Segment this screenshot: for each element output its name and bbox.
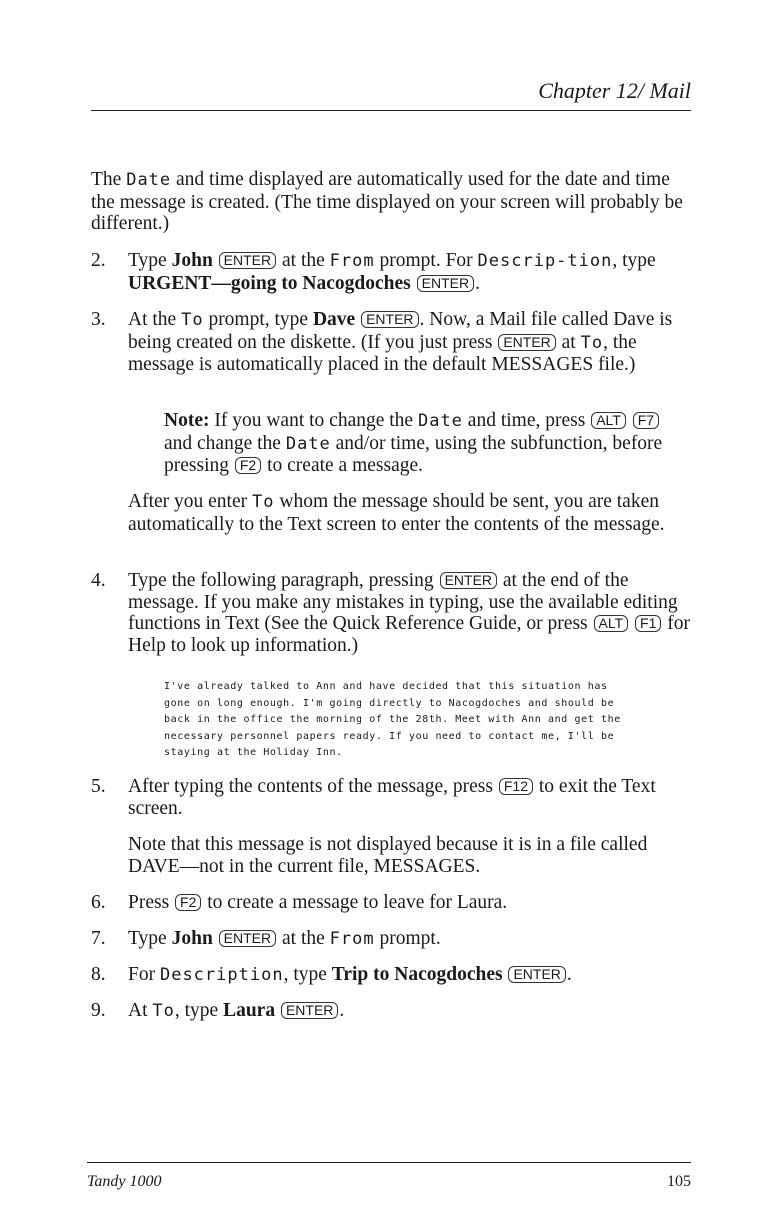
after-paragraph: After you enter To whom the message should be sent, you are taken automatically to the Text screen to enter the contents of the message. — [128, 491, 665, 535]
alt-key: ALT — [591, 412, 626, 429]
from-field-name: From — [329, 251, 375, 271]
enter-key: ENTER — [440, 572, 497, 589]
step-text: Type John ENTER at the From prompt. For Descrip-tion, type URGENT—going to Nacogdoches ENTER . — [128, 250, 656, 294]
step-6 — [91, 892, 691, 914]
page-header — [91, 74, 691, 111]
step-number: 8. — [91, 964, 106, 985]
step-9 — [91, 1000, 691, 1023]
screen-line: gone on long enough. I'm going directly to Nacogdoches and should be — [164, 697, 615, 709]
to-field-name: To — [181, 310, 204, 330]
step-text: At To, type Laura ENTER . — [128, 1000, 345, 1021]
step-number: 7. — [91, 928, 106, 949]
step-2 — [91, 250, 691, 294]
step-number: 6. — [91, 892, 106, 913]
step-number: 2. — [91, 250, 106, 271]
f2-key: F2 — [175, 894, 201, 911]
screen-line: I've already talked to Ann and have decided that this situation has — [164, 681, 608, 692]
screen-line: necessary personnel papers ready. If you need to contact me, I'll be — [164, 730, 615, 742]
f7-key: F7 — [633, 412, 659, 429]
page-footer — [87, 1162, 691, 1190]
step-text: Type John ENTER at the From prompt. — [128, 928, 441, 949]
step-5-note: Note that this message is not displayed because it is in a file called DAVE—not in the current file, MESSAGES. — [128, 834, 648, 877]
screen-text-sample — [164, 679, 691, 762]
intro-paragraph: The Date and time displayed are automatically used for the date and time the message is created. (The time displayed on your screen will probably be different.) — [91, 169, 683, 234]
alt-key: ALT — [594, 615, 629, 632]
note-paragraph: Note: If you want to change the Date and time, press ALT F7 and change the Date and/or time, using the subfunction, before pressing F2 to create a message. — [164, 410, 663, 476]
chapter-title: Chapter 12/ Mail — [538, 78, 691, 103]
step-number: 5. — [91, 776, 106, 797]
step-number: 9. — [91, 1000, 106, 1021]
f12-key: F12 — [499, 778, 533, 795]
to-field-name: To — [580, 332, 604, 353]
step-text: After typing the contents of the message, press F12 to exit the Text screen. — [128, 776, 656, 819]
footer-title: Tandy 1000 — [87, 1173, 162, 1190]
enter-key: ENTER — [508, 966, 565, 983]
description-field-name: Descrip-tion — [477, 251, 613, 271]
enter-key: ENTER — [361, 311, 418, 328]
step-text: For Description, type Trip to Nacogdoches ENTER . — [128, 964, 572, 985]
step-text: Press F2 to create a message to leave for Laura. — [128, 892, 508, 913]
step-3 — [91, 309, 691, 376]
enter-key: ENTER — [281, 1002, 338, 1019]
step-7 — [91, 928, 691, 951]
step-number: 3. — [91, 309, 106, 330]
page-number: 105 — [667, 1173, 691, 1190]
step-text: At the To prompt, type Dave ENTER . Now, a Mail file called Dave is being created on the diskette. (If you just press ENTER at To, the message is automatically placed in the default MESSAGES file.) — [128, 309, 673, 375]
date-field-name: Date — [126, 170, 172, 190]
step-text: Type the following paragraph, pressing ENTER at the end of the message. If you make any mistakes in typing, use the available editing functions in Text (See the Quick Reference Guide, or press ALT F1 for Help to look up information.) — [128, 570, 690, 656]
enter-key: ENTER — [219, 252, 276, 269]
f2-key: F2 — [235, 457, 261, 474]
step-4 — [91, 570, 691, 656]
note-label: Note: — [164, 410, 210, 431]
screen-line: back in the office the morning of the 28th. Meet with Ann and get the — [164, 714, 621, 725]
step-8 — [91, 964, 691, 987]
enter-key: ENTER — [417, 275, 474, 292]
screen-line: staying at the Holiday Inn. — [164, 747, 343, 758]
f1-key: F1 — [635, 615, 661, 632]
step-5 — [91, 776, 691, 819]
enter-key: ENTER — [498, 334, 555, 351]
step-number: 4. — [91, 570, 106, 591]
enter-key: ENTER — [219, 930, 276, 947]
